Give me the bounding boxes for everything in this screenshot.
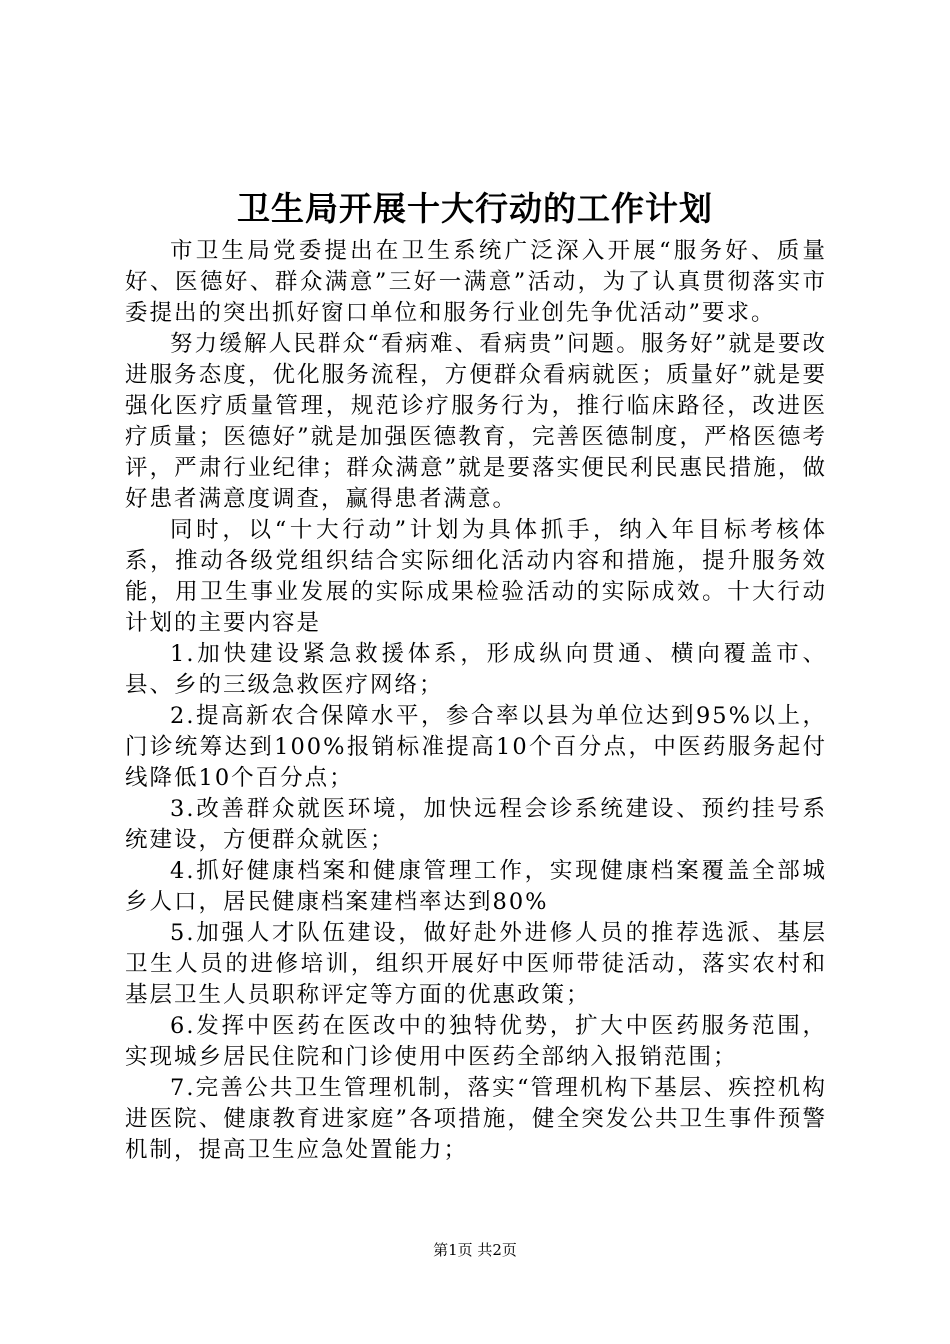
list-item-7: 7.完善公共卫生管理机制，落实“管理机构下基层、疾控机构进医院、健康教育进家庭”各项措施，健全突发公共卫生事件预警机制，提高卫生应急处置能力； [125, 1075, 827, 1163]
list-item-6: 6.发挥中医药在医改中的独特优势，扩大中医药服务范围，实现城乡居民住院和门诊使用中医药全部纳入报销范围； [125, 1013, 827, 1070]
document-title: 卫生局开展十大行动的工作计划 [237, 189, 713, 228]
list-item-2: 2.提高新农合保障水平，参合率以县为单位达到95%以上，门诊统筹达到100%报销标准提高10个百分点，中医药服务起付线降低10个百分点； [125, 703, 827, 791]
list-item-4: 4.抓好健康档案和健康管理工作，实现健康档案覆盖全部城乡人口，居民健康档案建档率达到80% [125, 858, 827, 915]
list-item-3: 3.改善群众就医环境，加快远程会诊系统建设、预约挂号系统建设，方便群众就医； [125, 796, 827, 853]
document-body [125, 236, 827, 1166]
paragraph-goals: 努力缓解人民群众“看病难、看病贵”问题。服务好”就是要改进服务态度，优化服务流程，方便群众看病就医；质量好”就是要强化医疗质量管理，规范诊疗服务行为，推行临床路径，改进医疗质量；医德好”就是加强医德教育，完善医德制度，严格医德考评，严肃行业纪律；群众满意”就是要落实便民利民惠民措施，做好患者满意度调查，赢得患者满意。 [125, 331, 827, 512]
page-footer: 第1页 共2页 [433, 1241, 517, 1259]
list-item-1: 1.加快建设紧急救援体系，形成纵向贯通、横向覆盖市、县、乡的三级急救医疗网络； [125, 641, 827, 698]
paragraph-plan-intro: 同时，以“十大行动”计划为具体抓手，纳入年目标考核体系，推动各级党组织结合实际细化活动内容和措施，提升服务效能，用卫生事业发展的实际成果检验活动的实际成效。十大行动计划的主要内容是 [125, 517, 827, 636]
paragraph-intro: 市卫生局党委提出在卫生系统广泛深入开展“服务好、质量好、医德好、群众满意”三好一满意”活动，为了认真贯彻落实市委提出的突出抓好窗口单位和服务行业创先争优活动”要求。 [125, 238, 827, 326]
list-item-5: 5.加强人才队伍建设，做好赴外进修人员的推荐选派、基层卫生人员的进修培训，组织开展好中医师带徒活动，落实农村和基层卫生人员职称评定等方面的优惠政策； [125, 920, 827, 1008]
